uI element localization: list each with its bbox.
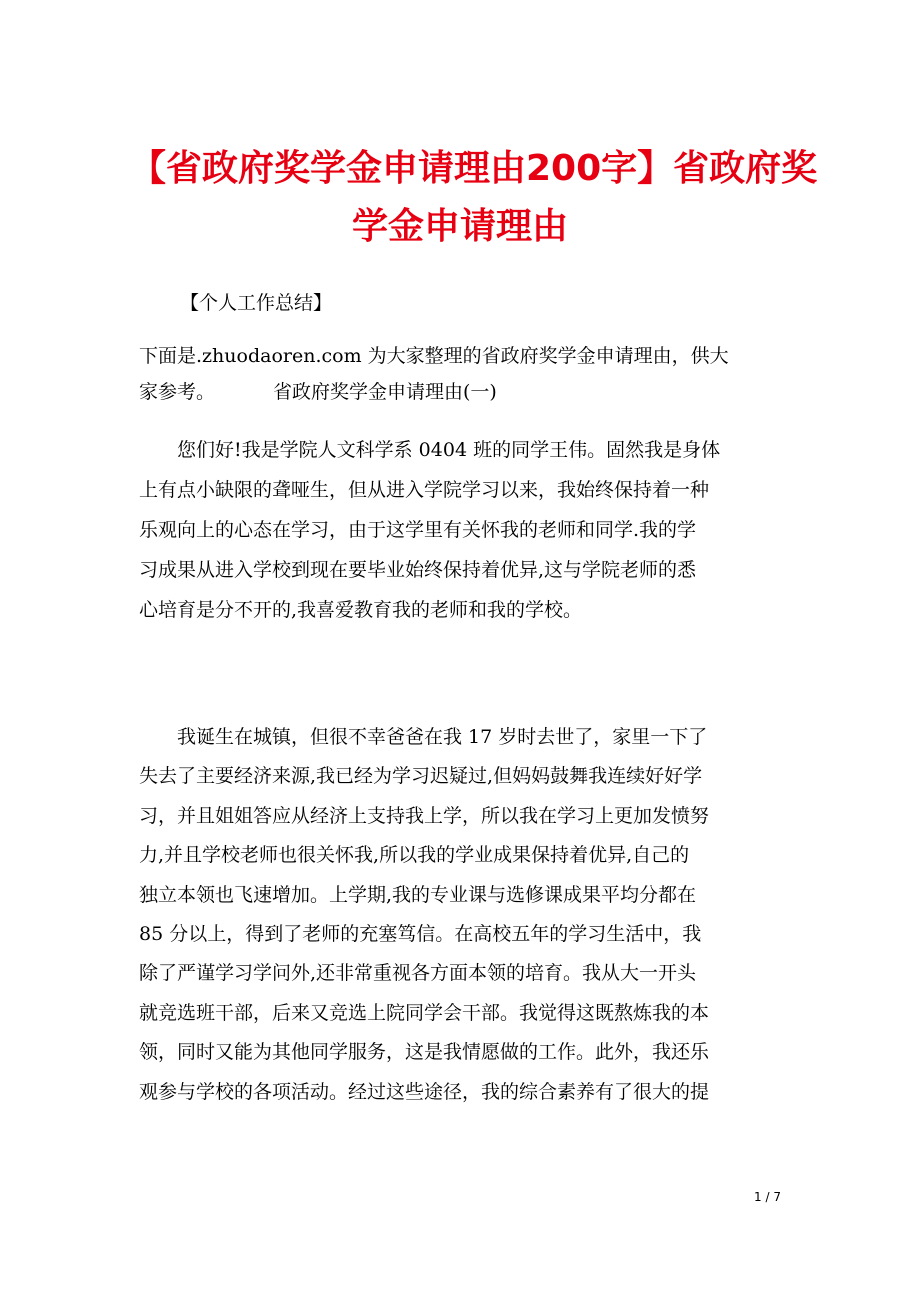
document-title — [130, 140, 818, 256]
title-line-2: 学金申请理由 — [351, 206, 568, 247]
title-line-1: 【省政府奖学金申请理由200字】省政府奖 — [130, 148, 818, 189]
paragraph-line: 乐观向上的心态在学习，由于这学里有关怀我的老师和同学.我的学 — [139, 519, 697, 541]
paragraph-line: 就竞选班干部，后来又竞选上院同学会干部。我觉得这既熬炼我的本 — [139, 1001, 710, 1024]
intro-line — [139, 374, 784, 410]
paragraph-line: 您们好!我是学院人文科学系 0404 班的同学王伟。固然我是身体 — [177, 439, 721, 461]
paragraph-line: 上有点小缺限的聋哑生，但从进入学院学习以来，我始终保持着一种 — [139, 479, 710, 501]
paragraph-line: 独立本领也飞速增加。上学期,我的专业课与选修课成果平均分都在 — [139, 883, 697, 906]
paragraph-line: 习，并且姐姐答应从经济上支持我上学，所以我在学习上更加发愤努 — [139, 804, 710, 827]
paragraph-line: 观参与学校的各项活动。经过这些途径，我的综合素养有了很大的提 — [139, 1080, 710, 1103]
paragraph-line: 力,并且学校老师也很关怀我,所以我的学业成果保持着优异,自己的 — [139, 844, 690, 867]
page-number: 1 / 7 — [754, 1190, 781, 1204]
paragraph-line: 我诞生在城镇，但很不幸爸爸在我 17 岁时去世了，家里一下了 — [177, 726, 708, 748]
body-paragraph-1 — [139, 430, 784, 630]
category-label: 【个人工作总结】 — [180, 292, 333, 314]
intro-line: 下面是.zhuodaoren.com 为大家整理的省政府奖学金申请理由，供大 — [139, 345, 729, 367]
paragraph-line: 85 分以上，得到了老师的充塞笃信。在高校五年的学习生活中，我 — [139, 923, 702, 946]
intro-paragraph — [139, 338, 784, 410]
paragraph-line: 失去了主要经济来源,我已经为学习迟疑过,但妈妈鼓舞我连续好好学 — [139, 765, 703, 788]
paragraph-line: 心培育是分不开的,我喜爱教育我的老师和我的学校。 — [139, 599, 583, 621]
intro-text: 家参考。 — [139, 381, 216, 403]
paragraph-line: 除了严谨学习学问外,还非常重视各方面本领的培育。我从大一开头 — [139, 962, 697, 985]
section-subtitle: 省政府奖学金申请理由(一) — [273, 381, 497, 403]
paragraph-line: 习成果从进入学校到现在要毕业始终保持着优异,这与学院老师的悉 — [139, 559, 697, 581]
body-paragraph-2 — [139, 718, 784, 1112]
paragraph-line: 领，同时又能为其他同学服务，这是我情愿做的工作。此外，我还乐 — [139, 1041, 710, 1064]
